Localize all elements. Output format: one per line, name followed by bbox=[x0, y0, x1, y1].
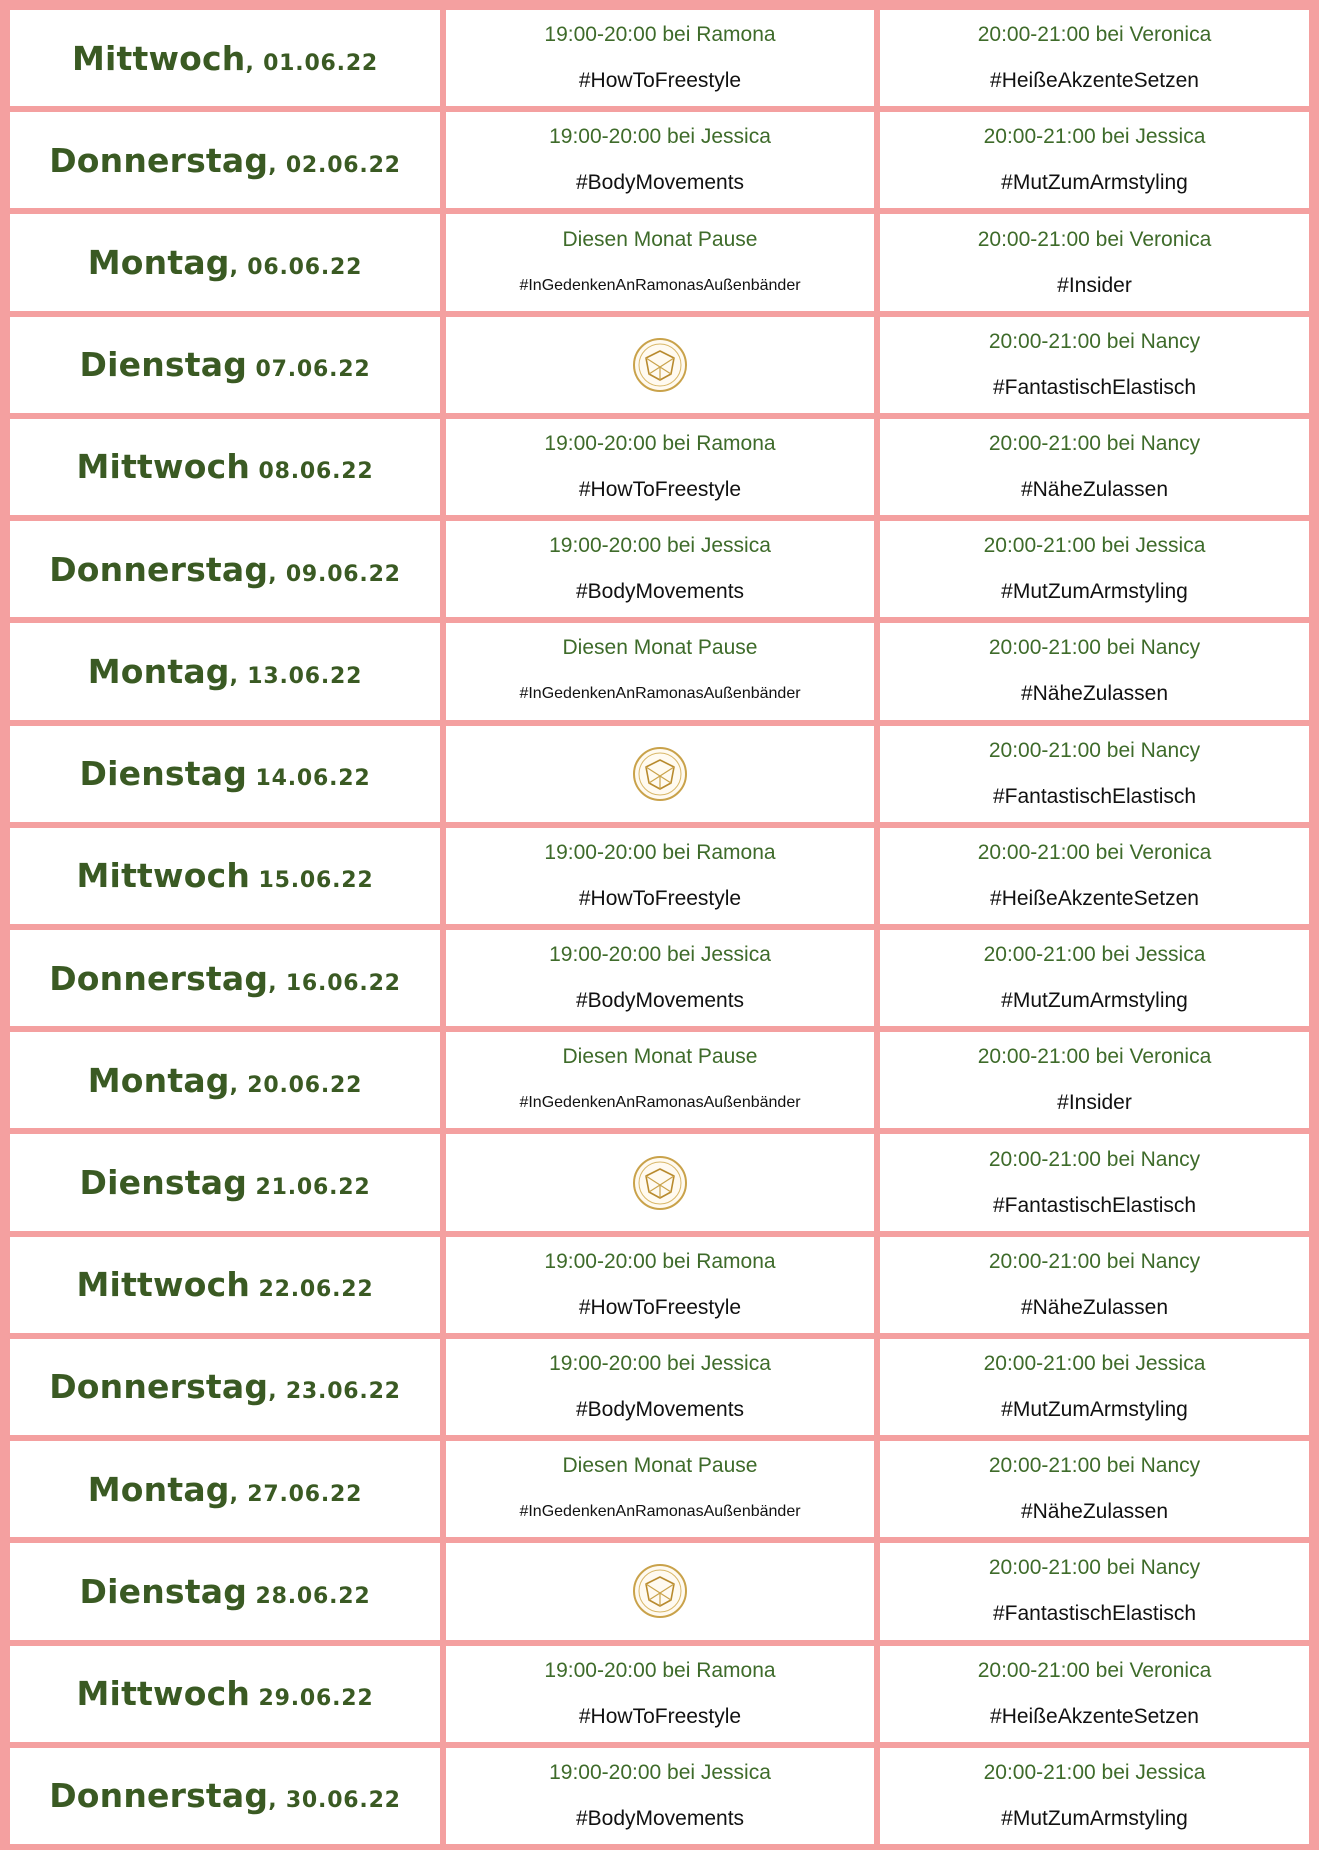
day-cell bbox=[10, 1032, 446, 1134]
slot2-tag: #MutZumArmstyling bbox=[1001, 989, 1188, 1013]
schedule-row bbox=[10, 521, 1319, 623]
slot2-tag: #NäheZulassen bbox=[1020, 1295, 1169, 1319]
day-cell bbox=[10, 1134, 446, 1236]
day-name: Mittwoch bbox=[71, 38, 246, 78]
day-cell bbox=[10, 1543, 446, 1645]
day-date: 13.06.22 bbox=[247, 663, 363, 689]
day-date: 21.06.22 bbox=[255, 1175, 371, 1201]
slot2-tag: #Insider bbox=[1057, 1091, 1132, 1115]
day-date: 08.06.22 bbox=[258, 459, 374, 485]
schedule-row bbox=[10, 419, 1319, 521]
slot2-cell bbox=[880, 214, 1319, 316]
day-label bbox=[87, 651, 363, 691]
slot2-cell bbox=[880, 10, 1319, 112]
slot2-tag: #MutZumArmstyling bbox=[1001, 1397, 1188, 1421]
schedule-row bbox=[10, 1748, 1319, 1850]
day-label bbox=[87, 1469, 363, 1509]
schedule-row bbox=[10, 623, 1319, 725]
day-label bbox=[79, 1163, 371, 1203]
slot1-cell bbox=[446, 1134, 880, 1236]
slot1-tag: #InGedenkenAnRamonasAußenbänder bbox=[519, 1503, 801, 1521]
slot1-time: 19:00-20:00 bei Ramona bbox=[544, 1249, 776, 1273]
day-separator: , bbox=[229, 1072, 248, 1098]
slot2-cell bbox=[880, 317, 1319, 419]
gold-emblem-icon bbox=[631, 336, 689, 394]
slot2-time: 20:00-21:00 bei Nancy bbox=[988, 431, 1201, 455]
slot1-tag: #BodyMovements bbox=[575, 1806, 745, 1830]
slot1-cell bbox=[446, 1441, 880, 1543]
slot2-cell bbox=[880, 1748, 1319, 1850]
slot2-cell bbox=[880, 1339, 1319, 1441]
gold-emblem-svg bbox=[631, 1562, 689, 1620]
slot2-cell bbox=[880, 930, 1319, 1032]
day-name: Montag bbox=[87, 1060, 230, 1100]
gold-emblem-icon bbox=[631, 745, 689, 803]
slot1-time: Diesen Monat Pause bbox=[562, 1454, 758, 1478]
slot1-time: Diesen Monat Pause bbox=[562, 227, 758, 251]
slot2-cell bbox=[880, 828, 1319, 930]
slot1-tag: #BodyMovements bbox=[575, 171, 745, 195]
day-name: Montag bbox=[87, 243, 230, 283]
slot1-time: 19:00-20:00 bei Ramona bbox=[544, 1658, 776, 1682]
slot1-cell bbox=[446, 1646, 880, 1748]
day-separator bbox=[247, 766, 255, 791]
day-label bbox=[49, 549, 401, 589]
day-label bbox=[87, 1060, 363, 1100]
day-label bbox=[76, 1674, 374, 1714]
gold-emblem-icon bbox=[631, 1562, 689, 1620]
slot1-cell bbox=[446, 828, 880, 930]
day-name: Mittwoch bbox=[76, 856, 251, 896]
slot2-tag: #FantastischElastisch bbox=[992, 1602, 1197, 1626]
slot2-cell bbox=[880, 1237, 1319, 1339]
day-date: 15.06.22 bbox=[258, 868, 374, 894]
slot2-time: 20:00-21:00 bei Jessica bbox=[983, 1351, 1206, 1375]
day-date: 02.06.22 bbox=[285, 152, 401, 178]
day-label bbox=[49, 1367, 401, 1407]
slot1-cell bbox=[446, 521, 880, 623]
day-name: Montag bbox=[87, 651, 230, 691]
slot2-time: 20:00-21:00 bei Jessica bbox=[983, 943, 1206, 967]
day-cell bbox=[10, 930, 446, 1032]
slot2-cell bbox=[880, 1441, 1319, 1543]
schedule-row bbox=[10, 1543, 1319, 1645]
slot2-cell bbox=[880, 726, 1319, 828]
slot1-cell bbox=[446, 1748, 880, 1850]
slot2-cell bbox=[880, 521, 1319, 623]
day-cell bbox=[10, 1237, 446, 1339]
slot1-cell bbox=[446, 419, 880, 521]
day-name: Mittwoch bbox=[76, 1265, 251, 1305]
slot2-tag: #HeißeAkzenteSetzen bbox=[990, 1704, 1199, 1728]
day-separator: , bbox=[268, 561, 286, 587]
slot1-tag: #HowToFreestyle bbox=[578, 886, 742, 910]
gold-emblem-svg bbox=[631, 1154, 689, 1212]
day-cell bbox=[10, 521, 446, 623]
day-separator bbox=[250, 1277, 258, 1302]
day-name: Dienstag bbox=[79, 754, 248, 794]
day-label bbox=[49, 958, 401, 998]
day-separator: , bbox=[268, 152, 286, 178]
slot1-tag: #BodyMovements bbox=[575, 1397, 745, 1421]
day-cell bbox=[10, 726, 446, 828]
slot1-cell bbox=[446, 623, 880, 725]
slot1-cell bbox=[446, 317, 880, 419]
day-label bbox=[76, 856, 374, 896]
slot2-tag: #NäheZulassen bbox=[1020, 1500, 1169, 1524]
day-date: 06.06.22 bbox=[247, 255, 363, 281]
slot1-time: 19:00-20:00 bei Ramona bbox=[544, 431, 776, 455]
slot2-time: 20:00-21:00 bei Jessica bbox=[983, 125, 1206, 149]
slot2-tag: #MutZumArmstyling bbox=[1001, 171, 1188, 195]
day-date: 09.06.22 bbox=[285, 561, 401, 587]
day-cell bbox=[10, 317, 446, 419]
day-date: 07.06.22 bbox=[255, 357, 371, 383]
day-cell bbox=[10, 112, 446, 214]
slot1-tag: #InGedenkenAnRamonasAußenbänder bbox=[519, 685, 801, 703]
day-date: 28.06.22 bbox=[255, 1583, 371, 1609]
slot2-time: 20:00-21:00 bei Nancy bbox=[988, 1147, 1201, 1171]
slot1-cell bbox=[446, 1543, 880, 1645]
slot2-tag: #HeißeAkzenteSetzen bbox=[990, 886, 1199, 910]
slot2-tag: #FantastischElastisch bbox=[992, 784, 1197, 808]
slot2-time: 20:00-21:00 bei Nancy bbox=[988, 329, 1201, 353]
schedule-row bbox=[10, 1032, 1319, 1134]
day-name: Mittwoch bbox=[76, 447, 251, 487]
slot2-cell bbox=[880, 419, 1319, 521]
day-label bbox=[87, 243, 363, 283]
day-name: Donnerstag bbox=[49, 958, 269, 998]
slot2-time: 20:00-21:00 bei Jessica bbox=[983, 1760, 1206, 1784]
slot2-cell bbox=[880, 112, 1319, 214]
day-date: 14.06.22 bbox=[255, 766, 371, 792]
slot1-tag: #BodyMovements bbox=[575, 580, 745, 604]
slot2-tag: #HeißeAkzenteSetzen bbox=[990, 69, 1199, 93]
day-name: Dienstag bbox=[79, 345, 248, 385]
slot2-cell bbox=[880, 1032, 1319, 1134]
slot1-time: 19:00-20:00 bei Jessica bbox=[549, 534, 771, 558]
slot1-time: 19:00-20:00 bei Ramona bbox=[544, 23, 776, 47]
slot2-time: 20:00-21:00 bei Veronica bbox=[977, 1658, 1212, 1682]
day-separator: , bbox=[268, 970, 286, 996]
day-separator: , bbox=[268, 1788, 286, 1814]
day-name: Donnerstag bbox=[49, 140, 269, 180]
day-separator: , bbox=[268, 1379, 286, 1405]
day-separator bbox=[247, 1175, 255, 1200]
slot1-cell bbox=[446, 214, 880, 316]
slot2-tag: #NäheZulassen bbox=[1020, 682, 1169, 706]
day-label bbox=[49, 140, 401, 180]
slot2-cell bbox=[880, 1543, 1319, 1645]
slot1-cell bbox=[446, 726, 880, 828]
schedule-row bbox=[10, 112, 1319, 214]
day-name: Dienstag bbox=[79, 1571, 248, 1611]
slot1-tag: #HowToFreestyle bbox=[578, 1704, 742, 1728]
day-separator: , bbox=[229, 663, 248, 689]
day-label bbox=[79, 1571, 371, 1611]
slot2-tag: #MutZumArmstyling bbox=[1001, 580, 1188, 604]
slot1-tag: #HowToFreestyle bbox=[578, 477, 742, 501]
slot1-time: Diesen Monat Pause bbox=[562, 636, 758, 660]
day-separator bbox=[250, 868, 258, 893]
day-date: 29.06.22 bbox=[258, 1686, 374, 1712]
slot2-tag: #NäheZulassen bbox=[1020, 477, 1169, 501]
schedule-body bbox=[10, 10, 1319, 1850]
slot2-cell bbox=[880, 1134, 1319, 1236]
day-separator bbox=[250, 459, 258, 484]
day-date: 27.06.22 bbox=[247, 1481, 363, 1507]
schedule-row bbox=[10, 1237, 1319, 1339]
slot1-tag: #BodyMovements bbox=[575, 989, 745, 1013]
slot2-time: 20:00-21:00 bei Nancy bbox=[988, 1556, 1201, 1580]
day-label bbox=[76, 1265, 374, 1305]
slot2-cell bbox=[880, 1646, 1319, 1748]
day-cell bbox=[10, 419, 446, 521]
schedule-row bbox=[10, 1646, 1319, 1748]
day-cell bbox=[10, 214, 446, 316]
day-date: 16.06.22 bbox=[285, 970, 401, 996]
slot1-tag: #HowToFreestyle bbox=[578, 1295, 742, 1319]
gold-emblem-icon bbox=[631, 1154, 689, 1212]
slot1-cell bbox=[446, 112, 880, 214]
slot1-cell bbox=[446, 930, 880, 1032]
slot2-time: 20:00-21:00 bei Nancy bbox=[988, 1249, 1201, 1273]
day-label bbox=[76, 447, 374, 487]
slot2-tag: #MutZumArmstyling bbox=[1001, 1806, 1188, 1830]
day-label bbox=[49, 1776, 401, 1816]
slot1-time: 19:00-20:00 bei Ramona bbox=[544, 840, 776, 864]
day-separator bbox=[247, 357, 255, 382]
day-name: Donnerstag bbox=[49, 1367, 269, 1407]
day-name: Donnerstag bbox=[49, 549, 269, 589]
schedule-row bbox=[10, 828, 1319, 930]
day-name: Montag bbox=[87, 1469, 230, 1509]
slot1-tag: #InGedenkenAnRamonasAußenbänder bbox=[519, 276, 801, 294]
day-date: 22.06.22 bbox=[258, 1277, 374, 1303]
slot2-time: 20:00-21:00 bei Veronica bbox=[977, 1045, 1212, 1069]
slot2-time: 20:00-21:00 bei Veronica bbox=[977, 227, 1212, 251]
day-cell bbox=[10, 1646, 446, 1748]
day-name: Mittwoch bbox=[76, 1674, 251, 1714]
schedule-row bbox=[10, 1134, 1319, 1236]
day-date: 01.06.22 bbox=[263, 50, 379, 76]
day-separator bbox=[247, 1584, 255, 1609]
day-label bbox=[79, 754, 371, 794]
slot2-tag: #Insider bbox=[1057, 273, 1132, 297]
gold-emblem-svg bbox=[631, 336, 689, 394]
slot1-time: 19:00-20:00 bei Jessica bbox=[549, 125, 771, 149]
slot2-time: 20:00-21:00 bei Jessica bbox=[983, 534, 1206, 558]
slot1-time: 19:00-20:00 bei Jessica bbox=[549, 1351, 771, 1375]
slot2-time: 20:00-21:00 bei Veronica bbox=[977, 23, 1212, 47]
slot2-time: 20:00-21:00 bei Nancy bbox=[988, 1454, 1201, 1478]
day-date: 30.06.22 bbox=[285, 1788, 401, 1814]
schedule-row bbox=[10, 317, 1319, 419]
slot1-time: 19:00-20:00 bei Jessica bbox=[549, 943, 771, 967]
day-date: 20.06.22 bbox=[247, 1072, 363, 1098]
day-cell bbox=[10, 623, 446, 725]
schedule-row bbox=[10, 930, 1319, 1032]
day-cell bbox=[10, 828, 446, 930]
day-label bbox=[79, 345, 371, 385]
slot1-cell bbox=[446, 1339, 880, 1441]
schedule-row bbox=[10, 726, 1319, 828]
slot2-time: 20:00-21:00 bei Nancy bbox=[988, 636, 1201, 660]
slot1-tag: #HowToFreestyle bbox=[578, 69, 742, 93]
slot1-tag: #InGedenkenAnRamonasAußenbänder bbox=[519, 1094, 801, 1112]
slot2-time: 20:00-21:00 bei Veronica bbox=[977, 840, 1212, 864]
day-cell bbox=[10, 1441, 446, 1543]
slot1-cell bbox=[446, 1237, 880, 1339]
day-name: Donnerstag bbox=[49, 1776, 269, 1816]
slot1-time: Diesen Monat Pause bbox=[562, 1045, 758, 1069]
day-cell bbox=[10, 1748, 446, 1850]
gold-emblem-svg bbox=[631, 745, 689, 803]
slot2-tag: #FantastischElastisch bbox=[992, 375, 1197, 399]
day-separator bbox=[250, 1686, 258, 1711]
day-name: Dienstag bbox=[79, 1163, 248, 1203]
day-separator: , bbox=[229, 1481, 248, 1507]
schedule-row bbox=[10, 214, 1319, 316]
day-cell bbox=[10, 10, 446, 112]
schedule-row bbox=[10, 10, 1319, 112]
slot1-cell bbox=[446, 10, 880, 112]
slot1-time: 19:00-20:00 bei Jessica bbox=[549, 1760, 771, 1784]
schedule-row bbox=[10, 1339, 1319, 1441]
slot2-tag: #FantastischElastisch bbox=[992, 1193, 1197, 1217]
day-label bbox=[71, 38, 379, 78]
day-date: 23.06.22 bbox=[285, 1379, 401, 1405]
slot1-cell bbox=[446, 1032, 880, 1134]
slot2-cell bbox=[880, 623, 1319, 725]
day-separator: , bbox=[245, 50, 264, 76]
day-cell bbox=[10, 1339, 446, 1441]
slot2-time: 20:00-21:00 bei Nancy bbox=[988, 738, 1201, 762]
day-separator: , bbox=[229, 255, 248, 281]
schedule-row bbox=[10, 1441, 1319, 1543]
